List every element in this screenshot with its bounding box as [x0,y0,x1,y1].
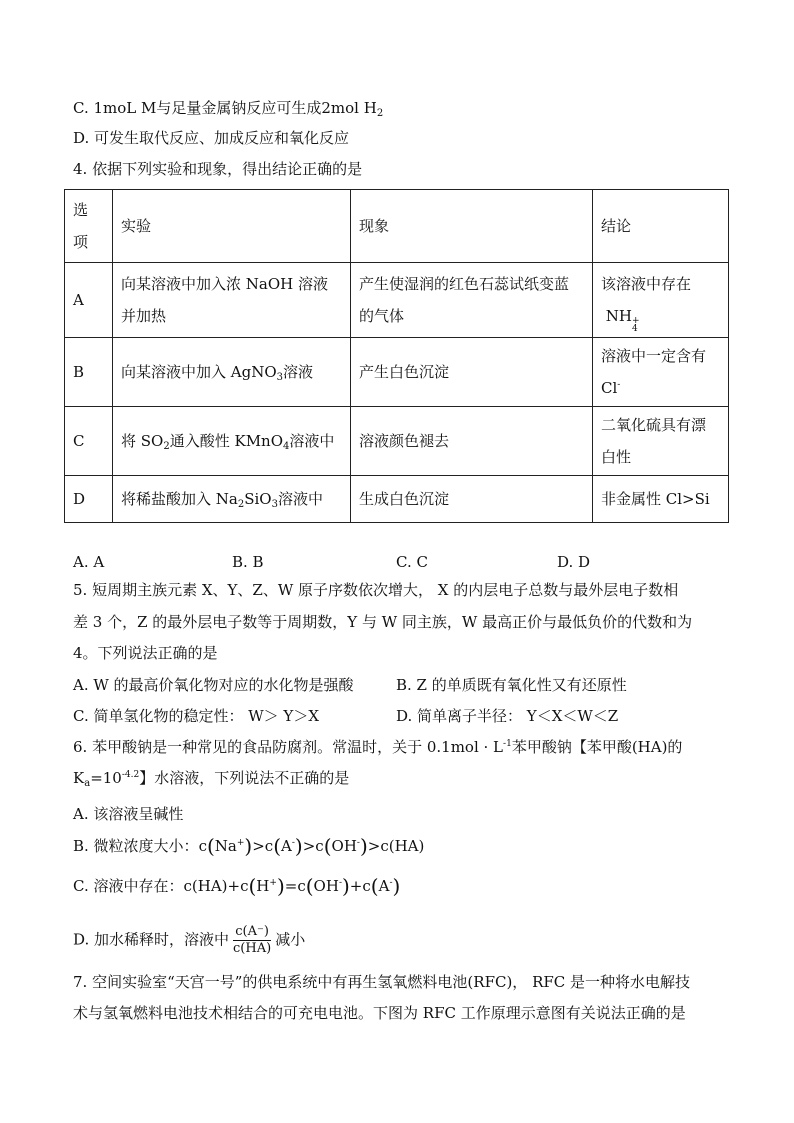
table-row [65,338,729,407]
q5-option-b: B. Z 的单质既有氧化性又有还原性 [396,676,627,694]
table-row [65,263,729,338]
row-phenomenon: 溶液颜色褪去 [351,407,593,476]
q5-stem-line-2: 差 3 个，Z 的最外层电子数等于周期数，Y 与 W 同主族，W 最高正价与最低负价的代数和为 [73,613,693,631]
q6-option-b: B. 微粒浓度大小：c(Na+)>c(A-)>c(OH-)>c(HA) [73,834,425,858]
q4-option-d: D. D [557,553,591,571]
header-conclusion: 结论 [593,190,729,263]
q4-option-b: B. B [232,553,264,571]
row-experiment: 将稀盐酸加入 $Na_2SiO_3$溶液中 [113,476,351,523]
row-conclusion: 该溶液中存在 NH + 4 [593,263,729,338]
row-experiment: 将 $SO_2$通入酸性 KMnO$_4$溶液中 [113,407,351,476]
q6-stem-line-1: 6. 苯甲酸钠是一种常见的食品防腐剂。常温时，关于 $0.1mol \cdot L^{-1}$苯甲酸钠【苯甲酸(HA)的 [73,738,683,756]
q6-option-a: A. 该溶液呈碱性 [73,805,184,823]
table-row [65,407,729,476]
header-experiment: 实验 [113,190,351,263]
q6-option-c: C. 溶液中存在：c(HA)+c(H+)=c(OH-)+c(A-) [73,874,401,898]
row-phenomenon: 生成白色沉淀 [351,476,593,523]
row-experiment: 向某溶液中加入 AgNO$_3$溶液 [113,338,351,407]
row-option: A [65,263,113,338]
q3-option-c: C. 1moL M与足量金属钠反应可生成2mol $H_2$ [73,99,384,119]
row-phenomenon: 产生使湿润的红色石蕊试纸变蓝 的气体 [351,263,593,338]
q4-option-c: C. C [396,553,428,571]
q7-stem-line-1: 7. 空间实验室“天宫一号”的供电系统中有再生氢氧燃料电池(RFC)， RFC 是一种将水电解技 [73,973,691,991]
row-conclusion: 非金属性 Cl>Si [593,476,729,523]
q4-option-a: A. A [73,553,105,571]
q6-stem-line-2: $K_a=10^{-4.2}$】水溶液，下列说法不正确的是 [73,769,350,789]
q7-stem-line-2: 术与氢氧燃料电池技术相结合的可充电电池。下图为 RFC 工作原理示意图有关说法正确的是 [73,1004,686,1022]
q4-table [64,189,729,523]
row-option: C [65,407,113,476]
row-experiment: 向某溶液中加入浓 NaOH 溶液 并加热 [113,263,351,338]
q5-stem-line-1: 5. 短周期主族元素 X、Y、Z、W 原子序数依次增大， X 的内层电子总数与最外层电子数相 [73,581,679,599]
q5-option-d: D. 简单离子半径： Y＜X＜W＜Z [396,707,619,725]
q5-option-a: A. W 的最高价氧化物对应的水化物是强酸 [73,676,354,694]
q4-stem: 4. 依据下列实验和现象，得出结论正确的是 [73,160,363,178]
row-option: B [65,338,113,407]
table-header-row [65,190,729,263]
table-row [65,476,729,523]
fraction: $\frac{c(A^-)}{c(HA)}$ [233,924,272,956]
q6-option-d: D. 加水稀释时，溶液中 $\frac{c(A^-)}{c(HA)}$ 减小 [73,924,306,956]
row-phenomenon: 产生白色沉淀 [351,338,593,407]
header-option: 选 项 [65,190,113,263]
row-conclusion: 二氧化硫具有漂 白性 [593,407,729,476]
q5-option-c: C. 简单氢化物的稳定性： W＞ Y＞X [73,707,320,725]
q3-option-d: D. 可发生取代反应、加成反应和氧化反应 [73,129,350,147]
header-phenomenon: 现象 [351,190,593,263]
row-conclusion: 溶液中一定含有 Cl- [593,338,729,407]
q5-stem-line-3: 4。下列说法正确的是 [73,644,218,662]
row-option: D [65,476,113,523]
